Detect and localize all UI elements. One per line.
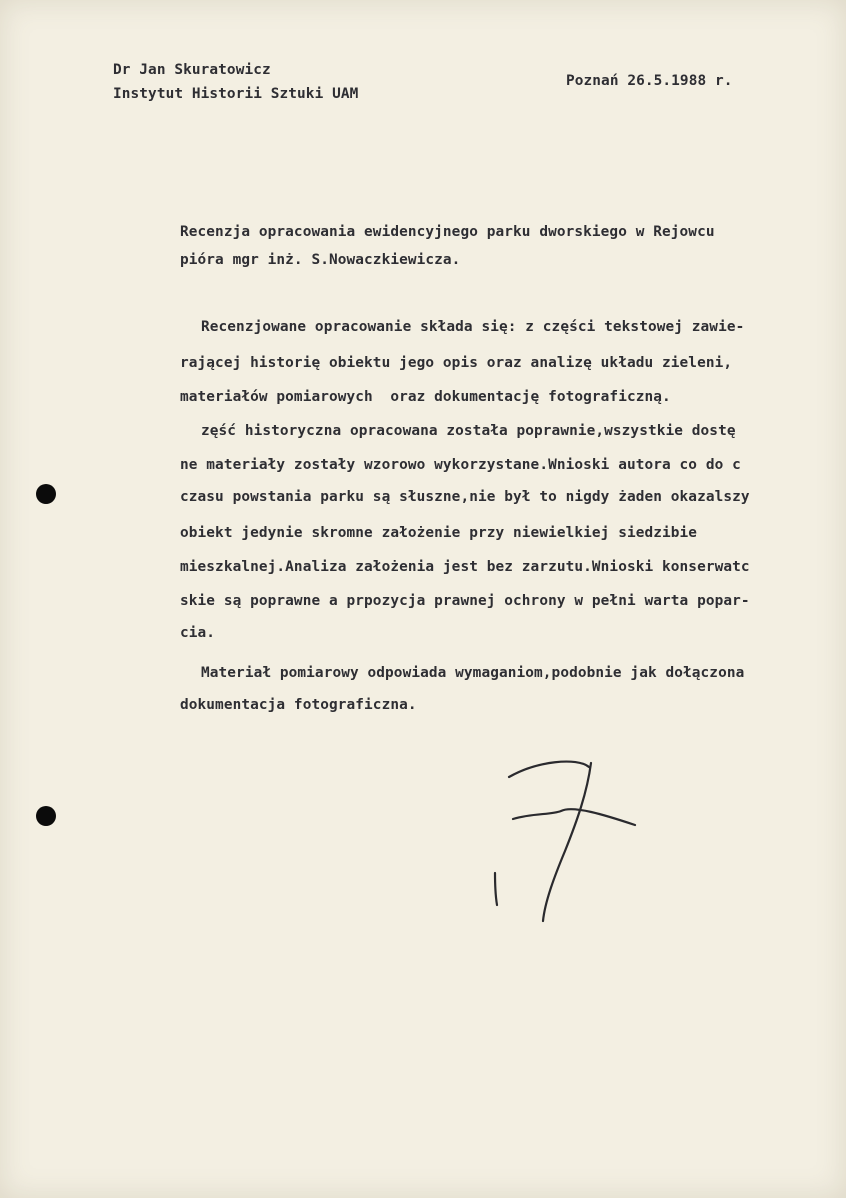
body-line: obiekt jedynie skromne założenie przy niewielkiej siedzibie: [180, 525, 698, 541]
author-name: Dr Jan Skuratowicz: [113, 62, 271, 78]
body-line: rającej historię obiektu jego opis oraz analizę układu zieleni,: [180, 355, 733, 371]
place-date: Poznań 26.5.1988 r.: [566, 73, 733, 89]
punch-hole-icon: [36, 806, 56, 826]
body-line: dokumentacja fotograficzna.: [180, 697, 417, 713]
review-title-continued: pióra mgr inż. S.Nowaczkiewicza.: [180, 252, 461, 268]
body-line: czasu powstania parku są słuszne,nie był to nigdy żaden okazalszy: [180, 489, 750, 505]
body-line: cia.: [180, 625, 216, 641]
body-line: zęść historyczna opracowana została poprawnie,wszystkie dostę: [201, 423, 736, 439]
punch-hole-icon: [36, 484, 56, 504]
body-line: Materiał pomiarowy odpowiada wymaganiom,podobnie jak dołączona: [201, 665, 745, 681]
body-line: mieszkalnej.Analiza założenia jest bez zarzutu.Wnioski konserwatc: [180, 559, 750, 575]
body-line: materiałów pomiarowych oraz dokumentację fotograficzną.: [180, 389, 671, 405]
author-institute: Instytut Historii Sztuki UAM: [113, 86, 359, 102]
body-line: skie są poprawne a prpozycja prawnej ochrony w pełni warta popar-: [180, 593, 750, 609]
body-line: Recenzjowane opracowanie składa się: z części tekstowej zawie-: [201, 319, 745, 335]
body-line: ne materiały zostały wzorowo wykorzystane.Wnioski autora co do c: [180, 457, 741, 473]
signature-icon: [485, 755, 655, 930]
review-title: Recenzja opracowania ewidencyjnego parku dworskiego w Rejowcu: [180, 224, 715, 240]
